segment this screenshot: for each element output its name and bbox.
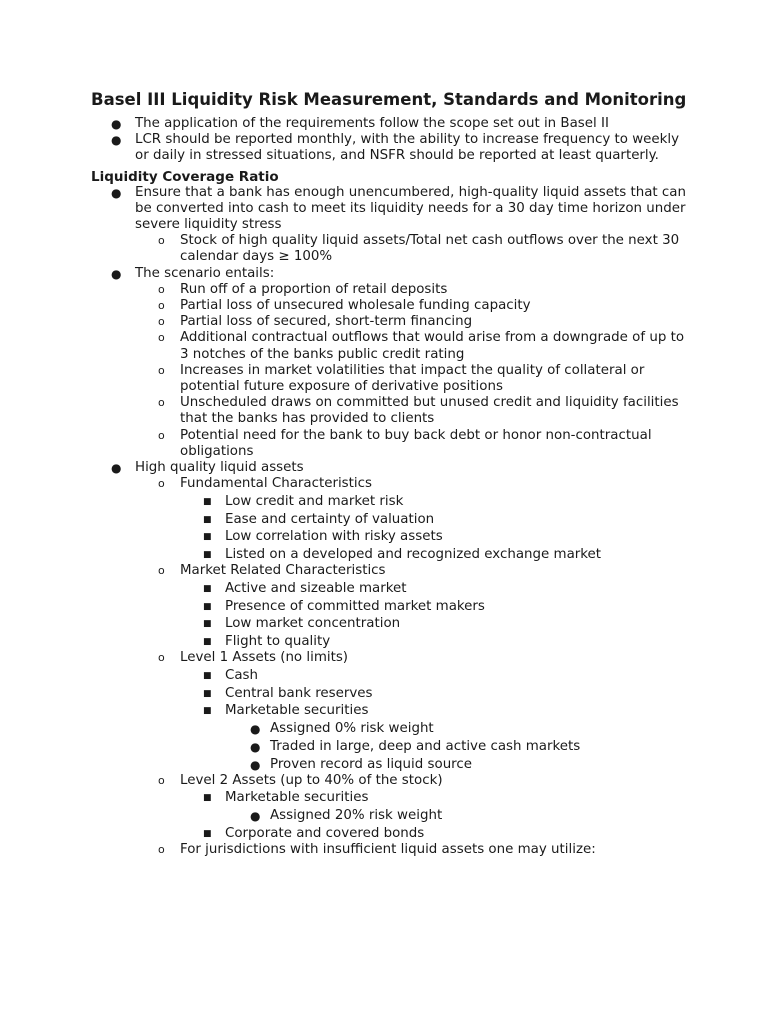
list-item: ■ Cash (203, 668, 259, 683)
bullet-icon: ● (250, 809, 261, 824)
circle-bullet-icon: o (158, 651, 165, 665)
circle-bullet-icon: o (158, 564, 165, 578)
list-item: ■ Marketable securities (203, 790, 369, 806)
circle-bullet-icon: o (158, 282, 165, 296)
circle-bullet-icon: o (158, 315, 165, 329)
list-item: ● Proven record as liquid source (250, 756, 472, 772)
list-item: ● The scenario entails: (111, 265, 275, 281)
list-item: o Partial loss of unsecured wholesale funding capacity (158, 298, 531, 314)
list-item: o Stock of high quality liquid assets/Total net cash outflows over the next 30 calendar days ≥ 100% (158, 233, 680, 265)
list-item: o Unscheduled draws on committed but unused credit and liquidity facilities that the banks has provided to clients (158, 395, 679, 427)
list-item: o Market Related Characteristics (158, 563, 386, 579)
circle-bullet-icon: o (158, 299, 165, 313)
square-bullet-icon: ■ (203, 688, 212, 699)
square-bullet-icon: ■ (203, 637, 212, 648)
list-item: o Run off of a proportion of retail deposits (158, 281, 448, 297)
circle-bullet-icon: o (158, 234, 165, 248)
circle-bullet-icon: o (158, 331, 165, 345)
list-item: ■ Low market concentration (203, 616, 401, 632)
circle-bullet-icon: o (158, 773, 165, 787)
list-item: ● Ensure that a bank has enough unencumbered, high-quality liquid assets that can be converted into cash to meet its liquidity needs for a 30 day time horizon under severe liquidity stress (111, 184, 686, 233)
circle-bullet-icon: o (158, 477, 165, 491)
list-item: ■ Presence of committed market makers (203, 598, 485, 614)
circle-bullet-icon: o (158, 396, 165, 410)
bullet-icon: ● (111, 185, 122, 200)
list-item: ■ Corporate and covered bonds (203, 825, 425, 841)
list-item: o Fundamental Characteristics (158, 476, 372, 492)
square-bullet-icon: ■ (203, 496, 212, 507)
list-item: ● High quality liquid assets (111, 460, 304, 476)
intro-list (91, 116, 691, 165)
bullet-icon: ● (250, 757, 261, 772)
list-item: o Increases in market volatilities that impact the quality of collateral or potential future exposure of derivative positions (158, 362, 645, 395)
circle-bullet-icon: o (158, 428, 165, 442)
square-bullet-icon: ■ (203, 532, 212, 543)
square-bullet-icon: ■ (203, 793, 212, 804)
list-item: o Additional contractual outflows that would arise from a downgrade of up to 3 notches of the banks public credit rating (158, 330, 685, 362)
square-bullet-icon: ■ (203, 583, 212, 594)
square-bullet-icon: ■ (203, 671, 212, 681)
list-item: ■ Listed on a developed and recognized exchange market (203, 547, 602, 563)
list-item: ● Traded in large, deep and active cash markets (250, 738, 581, 754)
square-bullet-icon: ■ (203, 706, 212, 717)
list-item: ● The application of the requirements follow the scope set out in Basel II (111, 116, 609, 131)
square-bullet-icon: ■ (203, 514, 212, 525)
square-bullet-icon: ■ (203, 550, 212, 561)
square-bullet-icon: ■ (203, 828, 212, 839)
list-item: ■ Marketable securities (203, 703, 369, 719)
circle-bullet-icon: o (158, 843, 165, 857)
list-item: ● LCR should be reported monthly, with the ability to increase frequency to weekly or daily in stressed situations, and NSFR should be reported at least quarterly. (111, 132, 680, 164)
list-item: ● Assigned 0% risk weight (250, 721, 434, 737)
list-item: o For jurisdictions with insufficient liquid assets one may utilize: (158, 842, 596, 858)
list-item: ■ Active and sizeable market (203, 580, 407, 596)
square-bullet-icon: ■ (203, 601, 212, 612)
list-item: o Level 1 Assets (no limits) (158, 650, 349, 666)
section-heading-lcr: Liquidity Coverage Ratio (91, 168, 279, 185)
document-page (91, 90, 691, 858)
bullet-icon: ● (111, 133, 122, 148)
list-item: ■ Low correlation with risky assets (203, 529, 443, 545)
list-item: o Partial loss of secured, short-term financing (158, 314, 473, 330)
list-item: ■ Flight to quality (203, 634, 331, 650)
bullet-icon: ● (111, 117, 122, 131)
circle-bullet-icon: o (158, 363, 165, 377)
list-item: ● Assigned 20% risk weight (250, 808, 443, 824)
list-item: ■ Ease and certainty of valuation (203, 511, 435, 527)
square-bullet-icon: ■ (203, 619, 212, 630)
bullet-icon: ● (250, 722, 261, 737)
list-item: ■ Low credit and market risk (203, 493, 404, 509)
document-title: Basel III Liquidity Risk Measurement, Standards and Monitoring (91, 90, 687, 109)
bullet-icon: ● (111, 461, 122, 476)
list-item: o Potential need for the bank to buy back debt or honor non-contractual obligations (158, 427, 652, 459)
lcr-list (91, 185, 691, 859)
list-item: o Level 2 Assets (up to 40% of the stock) (158, 772, 443, 788)
bullet-icon: ● (111, 266, 122, 281)
bullet-icon: ● (250, 739, 261, 754)
list-item: ■ Central bank reserves (203, 685, 373, 701)
